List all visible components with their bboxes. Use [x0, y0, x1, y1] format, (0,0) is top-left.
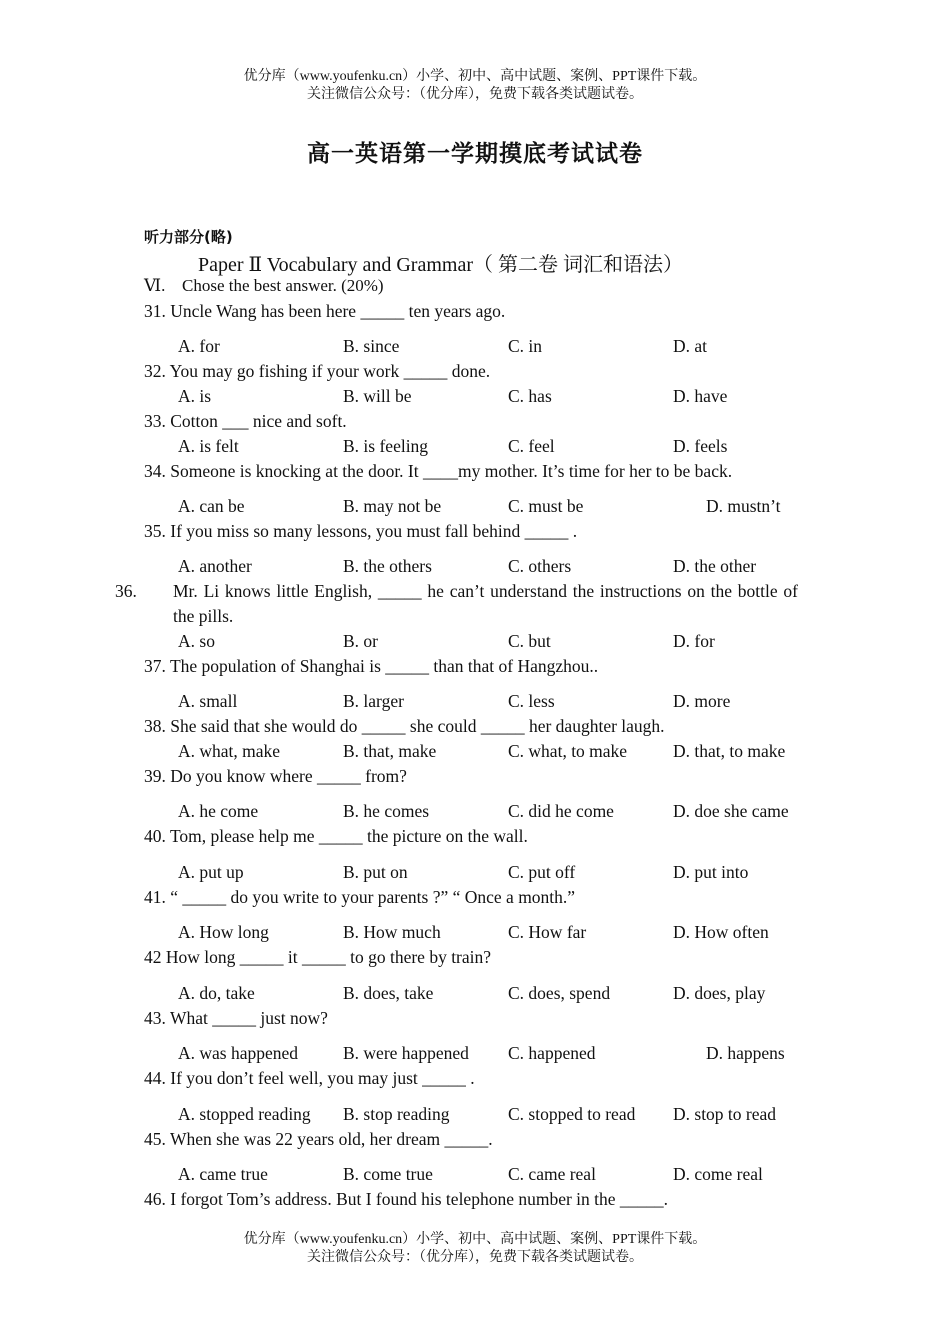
option-c: C. feel [508, 436, 555, 456]
option-b: B. will be [343, 386, 412, 406]
question-text: Cotton ___ nice and soft. [170, 411, 347, 431]
question-number: 46. [144, 1189, 166, 1209]
question [144, 519, 798, 544]
option-d: D. put into [673, 862, 749, 882]
question [144, 409, 798, 434]
option-c: C. How far [508, 922, 587, 942]
option-a: A. small [178, 691, 238, 711]
option-d: D. feels [673, 436, 728, 456]
question-number: 39. [144, 766, 166, 786]
options-row [178, 981, 818, 1006]
option-c: C. stopped to read [508, 1104, 636, 1124]
question-text: When she was 22 years old, her dream _____. [169, 1129, 493, 1149]
question-number: 40. [144, 826, 166, 846]
question-number: 33. [144, 411, 166, 431]
question-number: 37. [144, 656, 166, 676]
options-row [178, 920, 818, 945]
options-row [178, 554, 818, 579]
header-line-1: 优分库（www.youfenku.cn）小学、初中、高中试题、案例、PPT课件下载。 [243, 69, 707, 84]
option-a: A. for [178, 336, 220, 356]
options-row [178, 434, 818, 459]
option-c: C. does, spend [508, 983, 611, 1003]
option-b: B. does, take [343, 983, 434, 1003]
options-row [178, 1162, 818, 1187]
option-d: D. mustn’t [706, 496, 781, 516]
option-c: C. put off [508, 862, 576, 882]
option-a: A. do, take [178, 983, 255, 1003]
option-a: A. How long [178, 922, 269, 942]
option-a: A. put up [178, 862, 244, 882]
question [144, 1006, 798, 1031]
question-number: 36. [115, 581, 137, 601]
question-text: I forgot Tom’s address. But I found his telephone number in the _____. [170, 1189, 669, 1209]
question-text: Tom, please help me _____ the picture on the wall. [169, 826, 528, 846]
option-c: C. what, to make [508, 741, 628, 761]
question [144, 1066, 798, 1091]
question-text: She said that she would do _____ she could _____ her daughter laugh. [170, 716, 665, 736]
option-c: C. came real [508, 1164, 596, 1184]
page-title: 高一英语第一学期摸底考试试卷 [307, 141, 643, 167]
option-c: C. others [508, 556, 572, 576]
option-d: D. that, to make [673, 741, 786, 761]
question [144, 1187, 798, 1212]
option-b: B. larger [343, 691, 404, 711]
options-row [178, 799, 818, 824]
option-a: A. can be [178, 496, 245, 516]
question [144, 945, 798, 970]
question-text: What _____ just now? [169, 1008, 328, 1028]
option-a: A. stopped reading [178, 1104, 311, 1124]
question [144, 1127, 798, 1152]
question-text: If you miss so many lessons, you must fall behind _____ . [170, 521, 578, 541]
option-b: B. How much [343, 922, 441, 942]
question-text: You may go fishing if your work _____ done. [169, 361, 491, 381]
options-row [178, 739, 818, 764]
question [144, 714, 798, 739]
options-row [178, 689, 818, 714]
option-a: A. another [178, 556, 252, 576]
question [144, 824, 798, 849]
options-row [178, 1102, 818, 1127]
options-row [178, 860, 818, 885]
question-number: 38. [144, 716, 166, 736]
option-d: D. stop to read [673, 1104, 777, 1124]
options-row [178, 384, 818, 409]
question [115, 579, 798, 629]
question-text: Mr. Li knows little English, _____ he can’t understand the instructions on the bottle of the pills. [173, 581, 798, 626]
option-d: D. more [673, 691, 731, 711]
header-line-2: 关注微信公众号：（优分库），免费下载各类试题试卷。 [307, 87, 643, 102]
option-b: B. stop reading [343, 1104, 450, 1124]
option-b: B. may not be [343, 496, 442, 516]
question-text: How long _____ it _____ to go there by train? [165, 947, 492, 967]
option-c: C. happened [508, 1043, 596, 1063]
option-b: B. were happened [343, 1043, 469, 1063]
footer-line-2: 关注微信公众号：（优分库），免费下载各类试题试卷。 [307, 1250, 643, 1265]
option-a: A. what, make [178, 741, 281, 761]
options-row [178, 1041, 818, 1066]
option-c: C. in [508, 336, 543, 356]
question-text: “ _____ do you write to your parents ?” “ Once a month.” [170, 887, 576, 907]
option-a: A. was happened [178, 1043, 299, 1063]
options-row [178, 629, 818, 654]
option-a: A. is [178, 386, 212, 406]
paper-heading: Paper Ⅱ Vocabulary and Grammar（ 第二卷 词汇和语法） [198, 254, 683, 276]
question [144, 654, 798, 679]
question-number: 44. [144, 1068, 166, 1088]
question-number: 42 [144, 947, 162, 967]
question-text: Someone is knocking at the door. It ____my mother. It’s time for her to be back. [170, 461, 733, 481]
option-a: A. so [178, 631, 215, 651]
section-instruction: Chose the best answer. (20%) [182, 276, 384, 295]
question-number: 31. [144, 301, 166, 321]
option-d: D. at [673, 336, 708, 356]
question-number: 35. [144, 521, 166, 541]
section-number: Ⅵ. [144, 276, 166, 295]
option-a: A. is felt [178, 436, 239, 456]
question [144, 299, 798, 324]
question-text: Do you know where _____ from? [170, 766, 407, 786]
question-number: 32. [144, 361, 166, 381]
question [144, 885, 798, 910]
options-row [178, 334, 818, 359]
question-text: The population of Shanghai is _____ than that of Hangzhou.. [169, 656, 599, 676]
question-number: 45. [144, 1129, 166, 1149]
option-d: D. have [673, 386, 728, 406]
option-b: B. put on [343, 862, 408, 882]
question-number: 43. [144, 1008, 166, 1028]
option-b: B. or [343, 631, 378, 651]
option-d: D. does, play [673, 983, 766, 1003]
question [144, 459, 798, 484]
option-d: D. doe she came [673, 801, 789, 821]
option-d: D. How often [673, 922, 769, 942]
option-c: C. did he come [508, 801, 614, 821]
option-c: C. must be [508, 496, 584, 516]
question-number: 34. [144, 461, 166, 481]
option-c: C. less [508, 691, 555, 711]
question [144, 764, 798, 789]
option-d: D. happens [706, 1043, 785, 1063]
option-b: B. that, make [343, 741, 437, 761]
option-b: B. since [343, 336, 400, 356]
option-c: C. but [508, 631, 551, 651]
question-text: If you don’t feel well, you may just _____ . [170, 1068, 475, 1088]
question-number: 41. [144, 887, 166, 907]
option-b: B. come true [343, 1164, 433, 1184]
option-d: D. for [673, 631, 715, 651]
options-row [178, 494, 818, 519]
option-a: A. came true [178, 1164, 268, 1184]
option-d: D. come real [673, 1164, 763, 1184]
option-d: D. the other [673, 556, 757, 576]
question-text: Uncle Wang has been here _____ ten years ago. [170, 301, 506, 321]
question [144, 359, 798, 384]
option-a: A. he come [178, 801, 259, 821]
listening-note: 听力部分(略) [144, 228, 233, 246]
option-b: B. the others [343, 556, 432, 576]
section-heading [144, 276, 384, 296]
option-c: C. has [508, 386, 552, 406]
option-b: B. he comes [343, 801, 430, 821]
option-b: B. is feeling [343, 436, 429, 456]
footer-line-1: 优分库（www.youfenku.cn）小学、初中、高中试题、案例、PPT课件下载。 [243, 1232, 707, 1247]
